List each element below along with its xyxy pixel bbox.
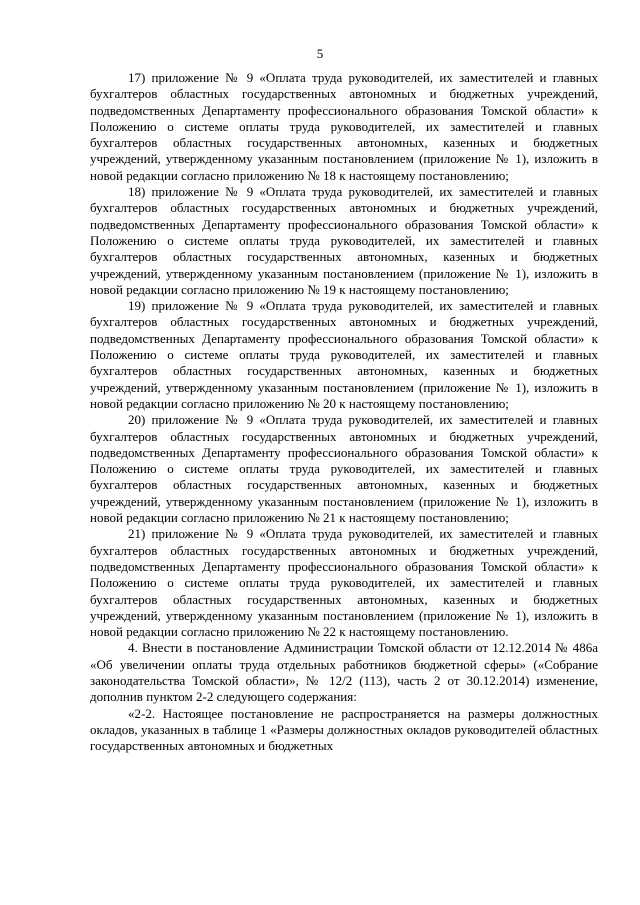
paragraph-item-19: 19) приложение № 9 «Оплата труда руководителей, их заместителей и главных бухгалтеров областных государственных автономных и бюджетных учреждений, подведомственных Департаменту профессионального образования Томской области» к Положению о системе оплаты труда руководителей, их заместителей и главных бухгалтеров областных государственных автономных, казенных и бюджетных учреждений, утвержденному указанным постановлением (приложение № 1), изложить в новой редакции согласно приложению № 20 к настоящему постановлению; — [90, 298, 598, 411]
paragraph-quote-2-2: «2-2. Настоящее постановление не распространяется на размеры должностных окладов, указанных в таблице 1 «Размеры должностных окладов руководителей областных государственных автономных и бюджетных — [90, 705, 598, 754]
page-number: 5 — [316, 46, 324, 61]
paragraph-item-20: 20) приложение № 9 «Оплата труда руководителей, их заместителей и главных бухгалтеров областных государственных автономных и бюджетных учреждений, подведомственных Департаменту профессионального образования Томской области» к Положению о системе оплаты труда руководителей, их заместителей и главных бухгалтеров областных государственных автономных, казенных и бюджетных учреждений, утвержденному указанным постановлением (приложение № 1), изложить в новой редакции согласно приложению № 21 к настоящему постановлению; — [90, 412, 598, 526]
document-body — [90, 70, 598, 754]
paragraph-section-4: 4. Внести в постановление Администрации Томской области от 12.12.2014 № 486а «Об увеличении оплаты труда отдельных работников бюджетной сферы» («Собрание законодательства Томской области», № 12/2 (113), часть 2 от 30.12.2014) изменение, дополнив пунктом 2-2 следующего содержания: — [90, 640, 598, 705]
paragraph-item-18: 18) приложение № 9 «Оплата труда руководителей, их заместителей и главных бухгалтеров областных государственных автономных и бюджетных учреждений, подведомственных Департаменту профессионального образования Томской области» к Положению о системе оплаты труда руководителей, их заместителей и главных бухгалтеров областных государственных автономных, казенных и бюджетных учреждений, утвержденному указанным постановлением (приложение № 1), изложить в новой редакции согласно приложению № 19 к настоящему постановлению; — [90, 184, 598, 297]
paragraph-item-21: 21) приложение № 9 «Оплата труда руководителей, их заместителей и главных бухгалтеров областных государственных автономных и бюджетных учреждений, подведомственных Департаменту профессионального образования Томской области» к Положению о системе оплаты труда руководителей, их заместителей и главных бухгалтеров областных государственных автономных, казенных и бюджетных учреждений, утвержденному указанным постановлением (приложение № 1), изложить в новой редакции согласно приложению № 22 к настоящему постановлению. — [90, 526, 598, 640]
paragraph-item-17: 17) приложение № 9 «Оплата труда руководителей, их заместителей и главных бухгалтеров областных государственных автономных и бюджетных учреждений, подведомственных Департаменту профессионального образования Томской области» к Положению о системе оплаты труда руководителей, их заместителей и главных бухгалтеров областных государственных автономных, казенных и бюджетных учреждений, утвержденному указанным постановлением (приложение № 1), изложить в новой редакции согласно приложению № 18 к настоящему постановлению; — [90, 70, 598, 183]
